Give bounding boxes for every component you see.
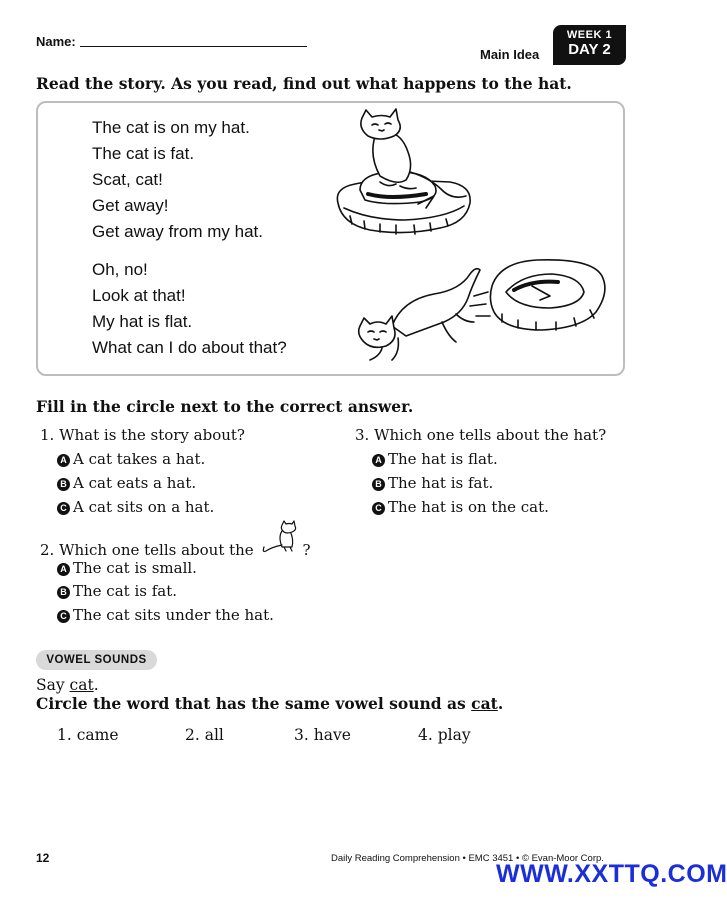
answer-bubble[interactable]: C xyxy=(57,610,70,623)
story-line: Look at that! xyxy=(92,286,186,305)
answer-option[interactable] xyxy=(57,606,274,624)
question-3-text: 3. Which one tells about the hat? xyxy=(355,426,607,444)
answer-bubble[interactable]: A xyxy=(372,454,385,467)
circle-instruction-suffix: . xyxy=(497,694,504,713)
week-day-tab xyxy=(553,25,626,65)
answer-bubble[interactable]: B xyxy=(57,478,70,491)
answer-option[interactable] xyxy=(57,559,197,577)
page-number: 12 xyxy=(36,851,50,865)
cat-leaving-flat-hat-illustration xyxy=(352,256,614,368)
story-line: My hat is flat. xyxy=(92,312,193,331)
answer-bubble[interactable]: B xyxy=(372,478,385,491)
name-field[interactable] xyxy=(80,46,307,47)
answer-bubble[interactable]: C xyxy=(57,502,70,515)
answer-option[interactable] xyxy=(372,474,493,492)
story-line: Get away! xyxy=(92,196,169,215)
cat-icon xyxy=(258,535,302,565)
answer-option[interactable] xyxy=(57,498,214,516)
story-line: Oh, no! xyxy=(92,260,148,279)
story-instruction: Read the story. As you read, find out what happens to the hat. xyxy=(36,74,572,93)
story-line: What can I do about that? xyxy=(92,338,287,357)
question-2-suffix: ? xyxy=(302,541,311,559)
answer-text: A cat takes a hat. xyxy=(73,450,206,468)
vowel-word-option[interactable]: 3. have xyxy=(294,726,351,744)
vowel-sounds-label: VOWEL SOUNDS xyxy=(36,650,157,670)
story-line: Scat, cat! xyxy=(92,170,163,189)
story-line: The cat is on my hat. xyxy=(92,118,250,137)
answer-text: The hat is on the cat. xyxy=(388,498,549,516)
answer-option[interactable] xyxy=(372,498,549,516)
vowel-word-option[interactable]: 4. play xyxy=(418,726,471,744)
watermark: WWW.XXTTQ.COM xyxy=(496,860,727,888)
question-2-prefix: 2. Which one tells about the xyxy=(40,541,254,559)
answer-option[interactable] xyxy=(57,582,177,600)
story-line: Get away from my hat. xyxy=(92,222,263,241)
answer-bubble[interactable]: C xyxy=(372,502,385,515)
say-suffix: . xyxy=(93,676,99,694)
answer-bubble[interactable]: A xyxy=(57,454,70,467)
answer-option[interactable] xyxy=(57,474,196,492)
circle-instruction-word: cat xyxy=(471,694,498,713)
answer-option[interactable] xyxy=(57,450,205,468)
answer-text: The cat sits under the hat. xyxy=(73,606,274,624)
answer-text: The hat is flat. xyxy=(388,450,498,468)
circle-instruction xyxy=(36,694,503,713)
skill-label: Main Idea xyxy=(480,47,540,62)
story-line: The cat is fat. xyxy=(92,144,195,163)
cat-on-hat-illustration xyxy=(330,108,480,243)
circle-instruction-prefix: Circle the word that has the same vowel sound as xyxy=(36,694,472,713)
answer-option[interactable] xyxy=(372,450,498,468)
question-1-text: 1. What is the story about? xyxy=(40,426,245,444)
answer-bubble[interactable]: B xyxy=(57,586,70,599)
say-line xyxy=(36,676,99,694)
say-word: cat xyxy=(69,676,94,694)
day-label: DAY 2 xyxy=(568,41,611,58)
week-label: WEEK 1 xyxy=(566,29,613,41)
vowel-word-option[interactable]: 2. all xyxy=(185,726,224,744)
answer-bubble[interactable]: A xyxy=(57,563,70,576)
answer-text: A cat sits on a hat. xyxy=(73,498,215,516)
name-label: Name: xyxy=(36,34,76,49)
answer-text: The cat is fat. xyxy=(73,582,178,600)
footer-credit: Daily Reading Comprehension • EMC 3451 • © Evan-Moor Corp. xyxy=(331,853,604,864)
question-instruction: Fill in the circle next to the correct answer. xyxy=(36,397,414,416)
answer-text: The hat is fat. xyxy=(388,474,494,492)
say-prefix: Say xyxy=(36,676,70,694)
answer-text: The cat is small. xyxy=(73,559,197,577)
answer-text: A cat eats a hat. xyxy=(73,474,197,492)
vowel-word-option[interactable]: 1. came xyxy=(57,726,119,744)
